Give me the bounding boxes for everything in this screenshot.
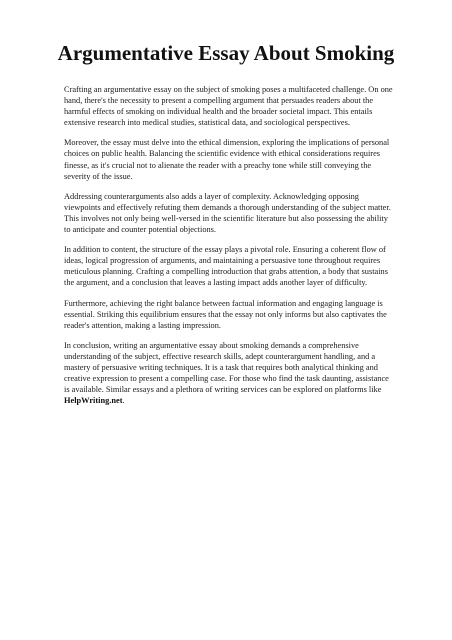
- paragraph-balance: Furthermore, achieving the right balance between factual information and engaging language is essential. Striking this equilibrium ensures that the essay not only informs but also captivates the reader's attention, making a lasting impression.: [64, 298, 387, 330]
- paragraph-counterarguments: Addressing counterarguments also adds a layer of complexity. Acknowledging opposing viewpoints and effectively refuting them demands a thorough understanding of the subject matter. This involves not only being well-versed in the scientific literature but also possessing the ability to anticipate and counter potential objections.: [64, 191, 391, 235]
- paragraph-ethics: Moreover, the essay must delve into the ethical dimension, exploring the implications of personal choices on public health. Balancing the scientific evidence with ethical considerations requires finesse, as it's crucial not to alienate the reader with a preachy tone while still conveying the severity of the issue.: [64, 138, 390, 181]
- essay-title: Argumentative Essay About Smoking: [57, 41, 395, 65]
- brand-name: HelpWriting.net: [64, 396, 123, 406]
- conclusion-text: In conclusion, writing an argumentative essay about smoking demands a comprehensive understanding of the subject, effective research skills, adept counterargument handling, and a mastery of persuasive writing techniques. It is a task that requires both analytical thinking and creative expression to present a compelling case. For those who find the task daunting, assistance is available. Similar essays and a plethora of writing services can be explored on platforms like: [64, 340, 389, 395]
- conclusion-suffix: .: [122, 396, 125, 406]
- essay-body: [64, 84, 394, 415]
- paragraph-structure: In addition to content, the structure of the essay plays a pivotal role. Ensuring a coherent flow of ideas, logical progression of arguments, and maintaining a persuasive tone throughout requires meticulous planning. Crafting a compelling introduction that grabs attention, a body that sustains the argument, and a conclusion that leaves a lasting impact adds another layer of difficulty.: [64, 245, 388, 288]
- paragraph-conclusion: [64, 340, 394, 407]
- paragraph-intro: Crafting an argumentative essay on the subject of smoking poses a multifaceted challenge. On one hand, there's the necessity to present a compelling argument that persuades readers about the harmful effects of smoking on individual health and the broader societal impact. This entails extensive research into medical studies, statistical data, and sociological perspectives.: [64, 85, 393, 128]
